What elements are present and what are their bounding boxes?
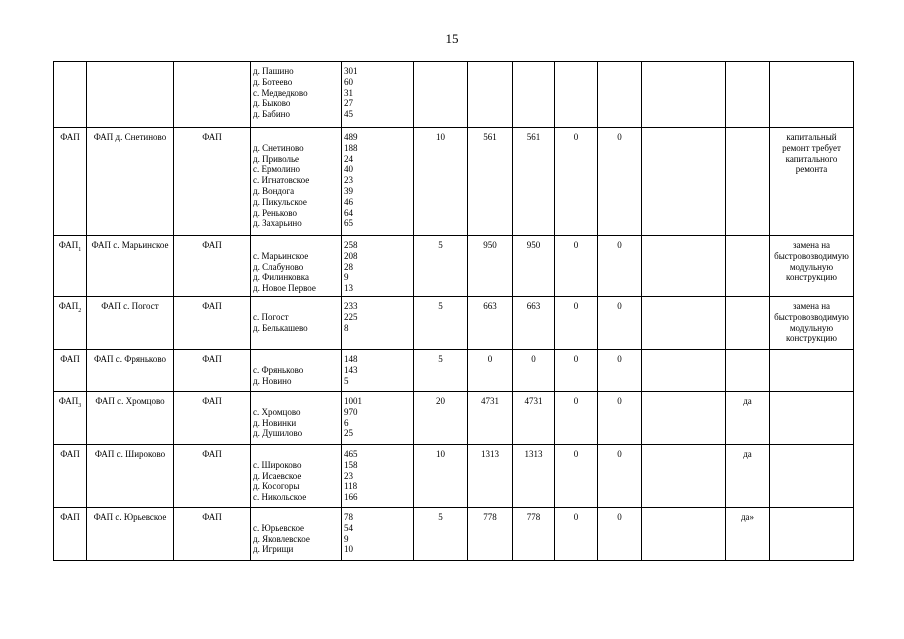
table-row	[54, 349, 854, 391]
facility-kind: ФАП	[202, 300, 222, 311]
facility-name: ФАП с. Фряньково	[93, 353, 167, 364]
facility-kind-cell	[174, 349, 251, 391]
flag-cell	[726, 507, 770, 560]
value-cell-col10	[598, 236, 642, 297]
value-col6: 5	[438, 511, 443, 522]
value-col9: 0	[573, 132, 579, 142]
settlement-name: с. Хромцово	[253, 406, 301, 417]
facility-name: ФАП д. Снетиново	[93, 132, 167, 142]
table-row	[54, 296, 854, 349]
note-cell	[770, 62, 854, 128]
value-cell-col9	[555, 296, 598, 349]
settlement-population: 166	[344, 492, 358, 503]
settlement-population: 60	[344, 76, 353, 87]
settlement-name: д. Белькашево	[253, 322, 308, 333]
value-cell-col11	[642, 128, 726, 236]
note-cell	[770, 507, 854, 560]
value-cell-col6	[414, 296, 468, 349]
population-total: 465	[344, 448, 358, 459]
settlement-population: 8	[344, 322, 349, 333]
note-cell	[770, 128, 854, 236]
facility-register-table	[53, 61, 854, 561]
note-line: модульную	[789, 322, 834, 333]
note-line: конструкцию	[786, 333, 837, 344]
facility-name-cell	[87, 349, 174, 391]
settlement-name: с. Медведково	[253, 87, 308, 98]
note-line: капитальный	[786, 132, 837, 142]
settlement-name: д. Захарьино	[253, 218, 302, 229]
settlement-population: 118	[344, 481, 358, 492]
settlement-name: с. Ермолино	[253, 164, 301, 175]
table-row	[54, 507, 854, 560]
population-cell	[342, 62, 414, 128]
value-cell-col8	[513, 391, 555, 444]
value-cell-col8	[513, 128, 555, 236]
facility-kind: ФАП	[202, 353, 222, 364]
value-col8: 0	[531, 353, 536, 364]
settlement-name: д. Филинковка	[253, 272, 310, 283]
settlement-name: д. Пикульское	[253, 196, 307, 207]
flag-cell	[726, 62, 770, 128]
facility-name-cell	[87, 62, 174, 128]
settlement-name: д. Новое Первое	[253, 283, 316, 294]
population-total: 1001	[344, 395, 362, 406]
value-cell-col8	[513, 296, 555, 349]
value-col8: 950	[526, 240, 541, 250]
settlement-population: 13	[344, 283, 353, 294]
population-total: 78	[344, 511, 353, 522]
facility-kind-cell	[174, 128, 251, 236]
value-cell-col9	[555, 444, 598, 507]
value-cell-col11	[642, 444, 726, 507]
note-line: замена на	[792, 300, 831, 311]
settlement-population: 54	[344, 522, 353, 533]
facility-type: ФАП	[60, 448, 80, 459]
value-cell-col7	[468, 391, 513, 444]
flag-cell	[726, 128, 770, 236]
facility-kind-cell	[174, 507, 251, 560]
value-col8: 663	[526, 300, 541, 311]
value-col8: 561	[526, 132, 541, 142]
settlement-name: д. Быково	[253, 98, 291, 109]
value-col10: 0	[617, 448, 622, 459]
value-cell-col11	[642, 349, 726, 391]
settlement-population: 301	[344, 66, 358, 76]
value-cell-col8	[513, 236, 555, 297]
flag-value: да»	[740, 511, 755, 522]
value-cell-col7	[468, 236, 513, 297]
settlements-cell	[251, 444, 342, 507]
table-row	[54, 236, 854, 297]
settlements-cell	[251, 128, 342, 236]
facility-kind-cell	[174, 236, 251, 297]
facility-type-cell	[54, 444, 87, 507]
facility-kind: ФАП	[202, 448, 222, 459]
value-cell-col6	[414, 62, 468, 128]
value-col7: 778	[483, 511, 497, 522]
population-cell	[342, 349, 414, 391]
value-col10: 0	[617, 511, 622, 522]
facility-type-cell	[54, 296, 87, 349]
value-cell-col7	[468, 349, 513, 391]
facility-type: ФАП	[60, 353, 80, 364]
value-cell-col6	[414, 507, 468, 560]
note-cell	[770, 296, 854, 349]
settlement-population: 9	[344, 533, 349, 544]
settlement-population: 25	[344, 428, 353, 439]
table-row	[54, 391, 854, 444]
settlement-population: 31	[344, 87, 353, 98]
value-col9: 0	[573, 395, 579, 406]
settlement-population: 143	[344, 364, 358, 375]
value-cell-col11	[642, 507, 726, 560]
value-col7: 0	[487, 353, 493, 364]
value-col6: 5	[438, 240, 443, 250]
settlement-name: с. Погост	[253, 311, 289, 322]
facility-type-index: 1	[78, 246, 82, 253]
settlement-population: 23	[344, 175, 353, 186]
note-line: капитального	[785, 153, 838, 164]
settlements-cell	[251, 62, 342, 128]
note-line: замена на	[792, 240, 831, 250]
value-cell-col10	[598, 128, 642, 236]
settlement-name: с. Фряньково	[253, 364, 304, 375]
value-col10: 0	[617, 353, 622, 364]
settlement-name: д. Ботеево	[253, 76, 293, 87]
settlement-population: 64	[344, 207, 353, 218]
note-line: быстровозводимую	[774, 311, 849, 322]
settlements-cell	[251, 507, 342, 560]
value-col8: 4731	[524, 395, 543, 406]
facility-type-index: 2	[78, 307, 82, 314]
settlement-population: 39	[344, 185, 353, 196]
settlement-name: с. Юрьевское	[253, 522, 305, 533]
facility-type-cell	[54, 391, 87, 444]
population-cell	[342, 128, 414, 236]
value-cell-col11	[642, 62, 726, 128]
population-total: 148	[344, 353, 358, 364]
facility-type: ФАП	[58, 240, 79, 250]
note-line: модульную	[789, 261, 834, 272]
value-cell-col11	[642, 296, 726, 349]
value-cell-col9	[555, 236, 598, 297]
value-col10: 0	[617, 240, 622, 250]
settlement-spacer	[253, 354, 339, 365]
settlement-population: 158	[344, 459, 358, 470]
value-cell-col9	[555, 391, 598, 444]
facility-name-cell	[87, 296, 174, 349]
value-cell-col6	[414, 349, 468, 391]
facility-name-cell	[87, 391, 174, 444]
value-col6: 5	[438, 353, 443, 364]
facility-kind: ФАП	[202, 132, 222, 142]
population-cell	[342, 391, 414, 444]
value-col6: 10	[436, 448, 445, 459]
settlement-spacer	[253, 449, 339, 460]
facility-name-cell	[87, 507, 174, 560]
facility-type: ФАП	[58, 300, 79, 311]
value-cell-col6	[414, 391, 468, 444]
settlement-population: 5	[344, 375, 349, 386]
table-row	[54, 62, 854, 128]
flag-cell	[726, 296, 770, 349]
settlement-population: 24	[344, 153, 353, 164]
value-col7: 1313	[481, 448, 499, 459]
facility-name: ФАП с. Марьинское	[91, 240, 169, 250]
value-cell-col7	[468, 62, 513, 128]
settlement-population: 970	[344, 406, 358, 417]
note-cell	[770, 444, 854, 507]
settlement-name: с. Широково	[253, 459, 302, 470]
note-line: быстровозводимую	[774, 250, 849, 261]
value-cell-col7	[468, 128, 513, 236]
value-col8: 778	[526, 511, 541, 522]
settlement-population: 9	[344, 272, 349, 283]
facility-type-index: 3	[78, 402, 82, 409]
facility-kind-cell	[174, 391, 251, 444]
value-cell-col10	[598, 62, 642, 128]
value-cell-col7	[468, 507, 513, 560]
value-cell-col10	[598, 507, 642, 560]
facility-type-cell	[54, 507, 87, 560]
settlement-population: 23	[344, 470, 353, 481]
value-col10: 0	[617, 395, 622, 406]
value-cell-col9	[555, 128, 598, 236]
value-col10: 0	[617, 300, 622, 311]
facility-name: ФАП с. Юрьевское	[93, 511, 167, 522]
facility-kind-cell	[174, 62, 251, 128]
settlement-name: д. Игрищи	[253, 544, 294, 555]
settlement-population: 6	[344, 417, 349, 428]
flag-value: да	[743, 395, 752, 406]
settlements-cell	[251, 236, 342, 297]
facility-name: ФАП с. Широково	[94, 448, 166, 459]
settlement-name: д. Косогоры	[253, 481, 300, 492]
settlement-population: 225	[344, 311, 358, 322]
facility-type-cell	[54, 236, 87, 297]
population-total: 489	[344, 132, 358, 142]
settlement-name: с. Никольское	[253, 492, 307, 503]
value-col10: 0	[617, 132, 622, 142]
settlement-population: 188	[344, 142, 358, 153]
facility-type-cell	[54, 349, 87, 391]
note-line: ремонта	[795, 164, 828, 175]
facility-name-cell	[87, 444, 174, 507]
facility-kind: ФАП	[202, 240, 222, 250]
population-cell	[342, 296, 414, 349]
value-cell-col9	[555, 62, 598, 128]
settlements-cell	[251, 296, 342, 349]
value-cell-col10	[598, 296, 642, 349]
flag-cell	[726, 444, 770, 507]
value-cell-col6	[414, 128, 468, 236]
flag-cell	[726, 391, 770, 444]
value-col9: 0	[573, 240, 579, 250]
value-cell-col8	[513, 444, 555, 507]
value-cell-col10	[598, 444, 642, 507]
settlement-population: 208	[344, 250, 358, 261]
population-cell	[342, 236, 414, 297]
settlement-population: 65	[344, 218, 353, 229]
settlements-cell	[251, 391, 342, 444]
table-row	[54, 128, 854, 236]
settlement-population: 45	[344, 109, 353, 120]
value-cell-col7	[468, 444, 513, 507]
facility-name: ФАП с. Погост	[101, 300, 159, 311]
facility-kind-cell	[174, 296, 251, 349]
flag-cell	[726, 236, 770, 297]
facility-type: ФАП	[60, 132, 80, 142]
settlement-spacer	[253, 240, 339, 251]
value-cell-col10	[598, 349, 642, 391]
flag-cell	[726, 349, 770, 391]
value-cell-col8	[513, 349, 555, 391]
facility-name: ФАП с. Хромцово	[95, 395, 165, 406]
settlement-name: д. Реньково	[253, 207, 297, 218]
facility-kind: ФАП	[202, 511, 222, 522]
facility-type: ФАП	[58, 395, 79, 406]
settlement-spacer	[253, 301, 339, 312]
value-cell-col9	[555, 507, 598, 560]
settlement-name: д. Душилово	[253, 428, 303, 439]
value-col9: 0	[573, 300, 579, 311]
value-col9: 0	[573, 511, 579, 522]
facility-type: ФАП	[60, 511, 80, 522]
settlement-spacer	[253, 512, 339, 523]
table-row	[54, 444, 854, 507]
value-col9: 0	[573, 448, 579, 459]
page-number: 15	[445, 31, 459, 46]
value-col7: 950	[483, 240, 497, 250]
value-col9: 0	[573, 353, 579, 364]
settlement-population: 46	[344, 196, 353, 207]
flag-value: да	[743, 448, 752, 459]
facility-kind: ФАП	[202, 395, 222, 406]
settlement-population: 40	[344, 164, 353, 175]
population-total: 233	[344, 300, 358, 311]
settlement-population: 10	[344, 544, 353, 555]
value-col6: 5	[438, 300, 443, 311]
note-line: конструкцию	[786, 272, 837, 283]
settlement-population: 27	[344, 98, 353, 109]
settlement-name: д. Снетиново	[253, 142, 304, 153]
settlement-name: с. Игнатовское	[253, 175, 310, 186]
facility-name-cell	[87, 236, 174, 297]
settlement-spacer	[253, 396, 339, 407]
settlement-name: д. Новино	[253, 375, 292, 386]
value-col8: 1313	[524, 448, 543, 459]
table-body	[54, 62, 854, 561]
settlement-name: д. Вондога	[253, 185, 295, 196]
value-cell-col10	[598, 391, 642, 444]
value-cell-col7	[468, 296, 513, 349]
value-cell-col6	[414, 236, 468, 297]
population-cell	[342, 444, 414, 507]
value-col6: 20	[436, 395, 445, 406]
settlement-name: д. Бабино	[253, 109, 290, 120]
facility-kind-cell	[174, 444, 251, 507]
value-cell-col8	[513, 62, 555, 128]
value-cell-col9	[555, 349, 598, 391]
facility-name-cell	[87, 128, 174, 236]
settlement-population: 28	[344, 261, 353, 272]
settlement-name: с. Марьинское	[253, 250, 309, 261]
value-col7: 663	[483, 300, 497, 311]
value-cell-col11	[642, 391, 726, 444]
settlement-spacer	[253, 132, 339, 143]
note-cell	[770, 391, 854, 444]
facility-type-cell	[54, 128, 87, 236]
settlement-name: д. Яковлевское	[253, 533, 310, 544]
value-cell-col8	[513, 507, 555, 560]
value-col7: 561	[483, 132, 497, 142]
settlement-name: д. Приволье	[253, 153, 300, 164]
value-cell-col11	[642, 236, 726, 297]
settlement-name: д. Пашино	[253, 66, 294, 76]
facility-type-cell	[54, 62, 87, 128]
note-line: ремонт требует	[782, 142, 841, 153]
settlements-cell	[251, 349, 342, 391]
value-cell-col6	[414, 444, 468, 507]
settlement-name: д. Новинки	[253, 417, 297, 428]
population-cell	[342, 507, 414, 560]
settlement-name: д. Исаевское	[253, 470, 302, 481]
value-col7: 4731	[481, 395, 499, 406]
value-col6: 10	[436, 132, 445, 142]
population-total: 258	[344, 240, 358, 250]
note-cell	[770, 236, 854, 297]
settlement-name: д. Слабуново	[253, 261, 304, 272]
note-cell	[770, 349, 854, 391]
